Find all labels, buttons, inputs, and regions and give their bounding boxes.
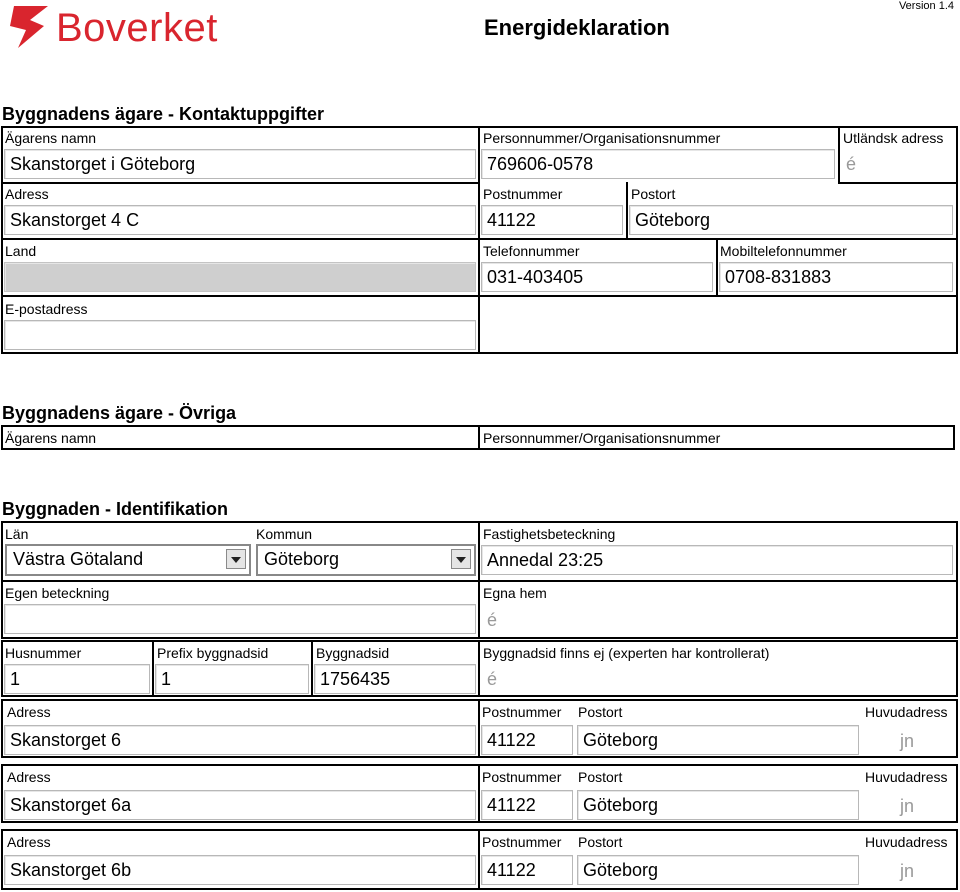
row-main-label: Huvudadress bbox=[865, 769, 948, 785]
land-field[interactable] bbox=[4, 262, 476, 292]
byggnadsid-ej-checkbox[interactable]: é bbox=[487, 669, 498, 689]
fastighet-label: Fastighetsbeteckning bbox=[483, 526, 616, 542]
row-postnr-field[interactable]: 41122 bbox=[481, 790, 573, 820]
divider bbox=[1, 238, 958, 240]
section-title-identification: Byggnaden - Identifikation bbox=[2, 499, 229, 519]
orgnr-label: Personnummer/Organisationsnummer bbox=[483, 130, 721, 146]
kommun-select[interactable] bbox=[256, 544, 476, 576]
row-main-radio[interactable] bbox=[900, 731, 914, 752]
row-postnr-field[interactable]: 41122 bbox=[481, 855, 573, 885]
row-address-label: Adress bbox=[7, 834, 51, 850]
lan-select[interactable] bbox=[5, 544, 251, 576]
row-postort-label: Postort bbox=[578, 834, 623, 850]
row-main-radio[interactable] bbox=[900, 861, 914, 882]
divider bbox=[1, 182, 479, 184]
row-address-field[interactable]: Skanstorget 6b bbox=[4, 855, 476, 885]
row-postort-field[interactable]: Göteborg bbox=[577, 790, 859, 820]
email-label: E-postadress bbox=[5, 301, 88, 317]
version-label: Version 1.4 bbox=[898, 0, 954, 12]
postnr-field[interactable]: 41122 bbox=[481, 205, 623, 235]
postnr-label: Postnummer bbox=[483, 186, 563, 202]
row-address-field[interactable]: Skanstorget 6 bbox=[4, 725, 476, 755]
boverket-logo bbox=[8, 4, 218, 50]
row-postort-field[interactable]: Göteborg bbox=[577, 725, 859, 755]
kommun-select-value: Göteborg bbox=[264, 549, 340, 569]
fastighet-field[interactable]: Annedal 23:25 bbox=[481, 545, 953, 575]
mobile-label: Mobiltelefonnummer bbox=[720, 243, 847, 259]
mobile-field[interactable]: 0708-831883 bbox=[719, 262, 953, 292]
radio-glyph: j bbox=[900, 796, 904, 816]
chevron-down-icon[interactable] bbox=[451, 549, 471, 569]
chevron-down-icon[interactable] bbox=[226, 549, 246, 569]
husnummer-field[interactable]: 1 bbox=[4, 664, 150, 694]
prefix-field[interactable]: 1 bbox=[155, 664, 309, 694]
row-address-field[interactable]: Skanstorget 6a bbox=[4, 790, 476, 820]
row-postort-label: Postort bbox=[578, 769, 623, 785]
divider bbox=[478, 126, 480, 354]
divider bbox=[311, 640, 313, 697]
prefix-label: Prefix byggnadsid bbox=[157, 645, 269, 661]
owner-name-label: Ägarens namn bbox=[5, 130, 97, 146]
row-postort-label: Postort bbox=[578, 704, 623, 720]
byggnadsid-field[interactable]: 1756435 bbox=[314, 664, 476, 694]
divider bbox=[716, 238, 718, 295]
lan-select-value: Västra Götaland bbox=[13, 549, 144, 569]
foreign-address-label: Utländsk adress bbox=[843, 130, 944, 146]
divider bbox=[838, 182, 958, 184]
lan-label: Län bbox=[5, 526, 29, 542]
divider bbox=[838, 126, 840, 183]
radio-glyph: j bbox=[900, 861, 904, 881]
section-title-other: Byggnadens ägare - Övriga bbox=[2, 403, 237, 423]
byggnadsid-label: Byggnadsid bbox=[316, 645, 390, 661]
postort-label: Postort bbox=[631, 186, 676, 202]
husnummer-label: Husnummer bbox=[5, 645, 82, 661]
radio-glyph: n bbox=[904, 796, 915, 816]
divider bbox=[478, 699, 480, 758]
divider bbox=[152, 640, 154, 697]
address-field[interactable]: Skanstorget 4 C bbox=[4, 205, 476, 235]
divider bbox=[626, 182, 628, 238]
egna-hem-checkbox[interactable]: é bbox=[487, 610, 498, 630]
owner-name-field[interactable]: Skanstorget i Göteborg bbox=[4, 149, 476, 179]
divider bbox=[478, 764, 480, 823]
other-name-label: Ägarens namn bbox=[5, 430, 97, 446]
other-orgnr-label: Personnummer/Organisationsnummer bbox=[483, 430, 721, 446]
land-label: Land bbox=[5, 243, 37, 259]
boverket-logo-icon bbox=[8, 4, 52, 50]
radio-glyph: n bbox=[904, 731, 915, 751]
egen-beteckning-label: Egen beteckning bbox=[5, 585, 110, 601]
radio-glyph: j bbox=[900, 731, 904, 751]
row-main-radio[interactable] bbox=[900, 796, 914, 817]
phone-field[interactable]: 031-403405 bbox=[481, 262, 713, 292]
row-address-label: Adress bbox=[7, 704, 51, 720]
egen-beteckning-field[interactable] bbox=[4, 604, 476, 634]
email-field[interactable] bbox=[4, 320, 476, 350]
section-title-contact: Byggnadens ägare - Kontaktuppgifter bbox=[2, 104, 325, 124]
byggnadsid-ej-label: Byggnadsid finns ej (experten har kontrollerat) bbox=[483, 645, 770, 661]
row-postort-field[interactable]: Göteborg bbox=[577, 855, 859, 885]
postort-field[interactable]: Göteborg bbox=[629, 205, 953, 235]
row-main-label: Huvudadress bbox=[865, 834, 948, 850]
address-label: Adress bbox=[5, 186, 49, 202]
divider bbox=[478, 829, 480, 890]
row-postnr-field[interactable]: 41122 bbox=[481, 725, 573, 755]
page-title: Energideklaration bbox=[484, 15, 670, 40]
row-postnr-label: Postnummer bbox=[482, 769, 562, 785]
divider bbox=[1, 580, 958, 582]
phone-label: Telefonnummer bbox=[483, 243, 580, 259]
kommun-label: Kommun bbox=[256, 526, 313, 542]
divider bbox=[478, 425, 480, 450]
row-postnr-label: Postnummer bbox=[482, 834, 562, 850]
row-main-label: Huvudadress bbox=[865, 704, 948, 720]
row-postnr-label: Postnummer bbox=[482, 704, 562, 720]
foreign-address-checkbox[interactable]: é bbox=[846, 154, 857, 174]
egna-hem-label: Egna hem bbox=[483, 585, 547, 601]
logo-text: Boverket bbox=[56, 6, 218, 50]
radio-glyph: n bbox=[904, 861, 915, 881]
row-address-label: Adress bbox=[7, 769, 51, 785]
divider bbox=[478, 640, 480, 697]
orgnr-field[interactable]: 769606-0578 bbox=[481, 149, 835, 179]
divider bbox=[1, 295, 958, 297]
